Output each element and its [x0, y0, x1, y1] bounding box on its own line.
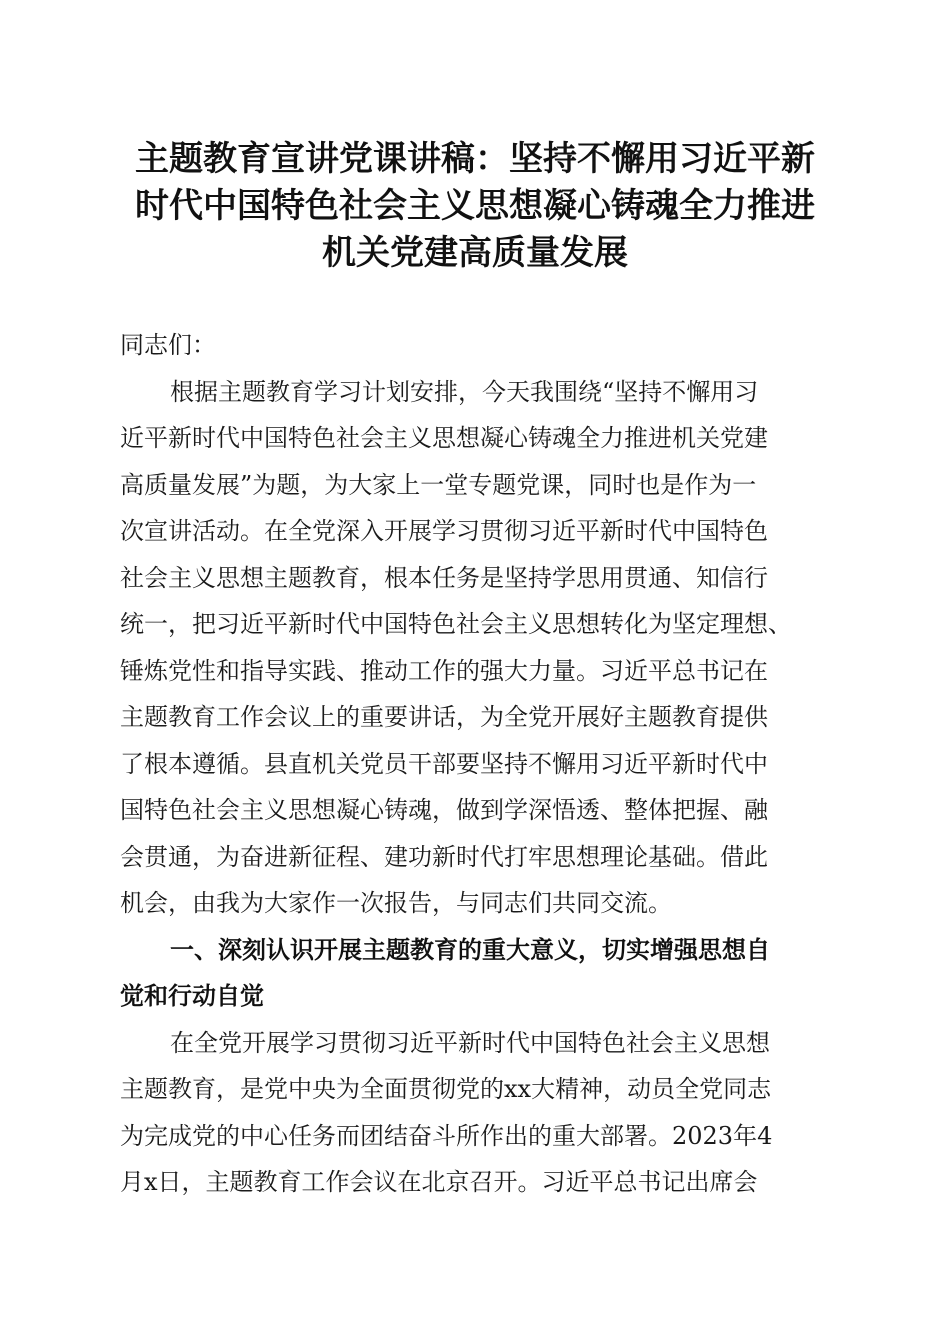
text-line: 会贯通，为奋进新征程、建功新时代打牢思想理论基础。借此 — [120, 842, 768, 871]
text-line: 在全党开展学习贯彻习近平新时代中国特色社会主义思想 — [170, 1028, 770, 1057]
text-line: 主题教育，是党中央为全面贯彻党的xx大精神，动员全党同志 — [120, 1075, 772, 1103]
text-line: 近平新时代中国特色社会主义思想凝心铸魂全力推进机关党建 — [120, 424, 768, 452]
heading-line: 一、深刻认识开展主题教育的重大意义，切实增强思想自 — [170, 935, 770, 964]
paragraph-section1 — [120, 1020, 832, 1206]
title-line: 时代中国特色社会主义思想凝心铸魂全力推进 — [135, 186, 815, 226]
text-line: 月x日，主题教育工作会议在北京召开。习近平总书记出席会 — [120, 1168, 758, 1196]
heading-line: 觉和行动自觉 — [120, 982, 264, 1010]
text-line: 了根本遵循。县直机关党员干部要坚持不懈用习近平新时代中 — [120, 749, 768, 778]
text-line: 锤炼党性和指导实践、推动工作的强大力量。习近平总书记在 — [120, 656, 768, 685]
document-title — [110, 136, 840, 277]
title-line: 主题教育宣讲党课讲稿：坚持不懈用习近平新 — [135, 139, 815, 179]
paragraph-intro — [120, 369, 832, 927]
text-line: 高质量发展”为题，为大家上一堂专题党课，同时也是作为一 — [120, 470, 757, 499]
text-line: 主题教育工作会议上的重要讲话，为全党开展好主题教育提供 — [120, 703, 768, 731]
document-body — [120, 322, 832, 1206]
salutation: 同志们： — [120, 331, 216, 359]
title-line: 机关党建高质量发展 — [322, 233, 628, 273]
text-line: 统一，把习近平新时代中国特色社会主义思想转化为坚定理想、 — [120, 610, 792, 638]
section-heading — [120, 927, 832, 1020]
text-line: 国特色社会主义思想凝心铸魂，做到学深悟透、整体把握、融 — [120, 796, 768, 824]
text-line: 机会，由我为大家作一次报告，与同志们共同交流。 — [120, 889, 672, 917]
text-line: 次宣讲活动。在全党深入开展学习贯彻习近平新时代中国特色 — [120, 517, 768, 545]
text-line: 社会主义思想主题教育，根本任务是坚持学思用贯通、知信行 — [120, 563, 768, 592]
text-line: 为完成党的中心任务而团结奋斗所作出的重大部署。2023年4 — [120, 1121, 773, 1150]
text-line: 根据主题教育学习计划安排，今天我围绕“坚持不懈用习 — [170, 377, 759, 406]
